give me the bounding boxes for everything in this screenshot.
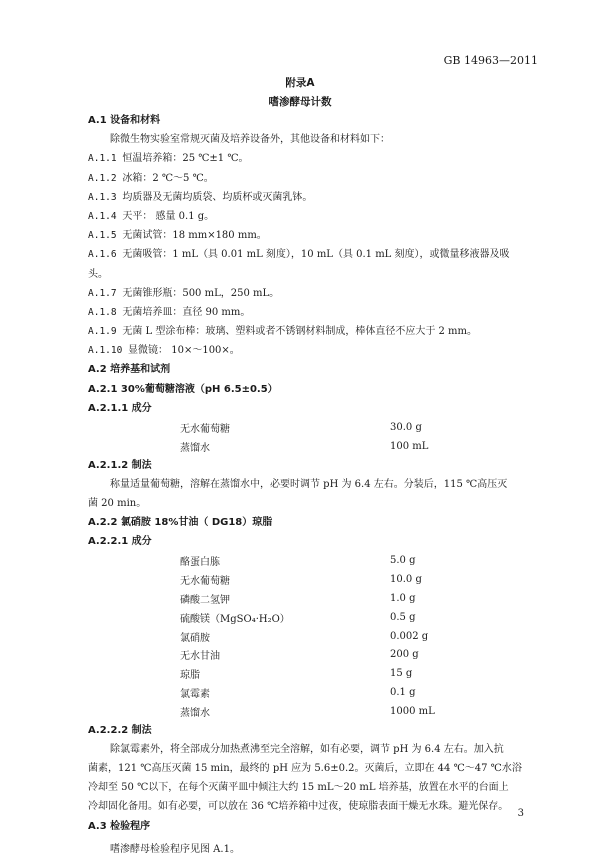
ingredient-amount: 5.0 g [390, 555, 416, 567]
method-text-line: 菌素，121 ℃高压灭菌 15 min，最终的 pH 应为 5.6±0.2。灭菌后，立即在 44 ℃～47 ℃水浴 [88, 763, 522, 775]
item-number: A.1.9 [88, 326, 123, 338]
item-text: 冰箱：2 ℃～5 ℃。 [122, 172, 214, 184]
item-text: 均质器及无菌均质袋、均质杯或灭菌乳钵。 [122, 191, 313, 203]
equipment-item [88, 149, 528, 168]
ingredient-amount: 1.0 g [390, 593, 416, 605]
item-number: A.1.2 [88, 172, 123, 184]
composition-heading-a221: A.2.2.1 成分 [88, 536, 152, 548]
ingredient-name: 无水甘油 [180, 651, 220, 663]
item-text: 无菌锥形瓶：500 mL，250 mL。 [122, 287, 280, 299]
ingredient-row [180, 608, 510, 627]
ingredient-row [180, 552, 510, 571]
item-text: 无菌培养皿：直径 90 mm。 [122, 306, 251, 318]
item-text: 无菌 L 型涂布棒：玻璃、塑料或者不锈钢材料制成，棒体直径不应大于 2 mm。 [122, 326, 478, 338]
section-heading-a3: A.3 检验程序 [88, 820, 151, 832]
ingredient-amount: 15 g [390, 668, 413, 680]
ingredient-row [180, 646, 510, 665]
method-text-line: 菌 20 min。 [88, 497, 147, 509]
ingredient-amount: 200 g [390, 649, 419, 661]
ingredient-table-dg18 [180, 552, 510, 721]
item-number: A.1.7 [88, 287, 123, 299]
ingredient-amount: 0.002 g [390, 630, 429, 642]
ingredient-row [180, 683, 510, 702]
ingredient-row [180, 437, 510, 456]
composition-heading-a211: A.2.1.1 成分 [88, 402, 152, 414]
item-number: A.1.3 [88, 191, 123, 203]
document-body [88, 111, 528, 859]
equipment-item [88, 188, 528, 207]
appendix-title: 嗜渗酵母计数 [268, 96, 332, 108]
item-text-continuation: 头。 [88, 268, 108, 280]
ingredient-name: 无水葡萄糖 [180, 423, 230, 435]
item-number: A.1.6 [88, 249, 123, 261]
section-intro: 除微生物实验室常规灭菌及培养设备外，其他设备和材料如下： [110, 134, 390, 146]
item-number: A.1.4 [88, 210, 123, 222]
ingredient-row [180, 664, 510, 683]
ingredient-name: 氯霉素 [180, 689, 210, 700]
method-text-line: 冷却至 50 ℃以下，在每个灭菌平皿中倾注大约 15 mL～20 mL 培养基，放置在水平的台面上 [88, 782, 509, 794]
item-text: 显微镜： 10×～100×。 [128, 345, 240, 357]
section-heading-a1: A.1 设备和材料 [88, 115, 161, 126]
ingredient-table-glucose [180, 418, 510, 456]
equipment-item [88, 303, 528, 322]
ingredient-name: 无水葡萄糖 [180, 576, 230, 588]
ingredient-name: 琼脂 [180, 670, 200, 682]
ingredient-row [180, 627, 510, 646]
subsection-heading-a22: A.2.2 氯硝胺 18%甘油（ DG18）琼脂 [88, 517, 273, 529]
ingredient-amount: 1000 mL [390, 705, 435, 717]
item-text: 无菌试管：18 mm×180 mm。 [122, 230, 267, 242]
ingredient-row [180, 589, 510, 608]
ingredient-row [180, 570, 510, 589]
method-paragraph-dg18 [88, 740, 528, 817]
ingredient-name: 酪蛋白胨 [180, 557, 220, 569]
method-text-line: 除氯霉素外，将全部成分加热煮沸至完全溶解，如有必要，调节 pH 为 6.4 左右。加入抗 [110, 743, 504, 755]
method-heading-a222: A.2.2.2 制法 [88, 724, 152, 736]
equipment-item [88, 245, 528, 264]
section-heading-a2: A.2 培养基和试剂 [88, 364, 171, 376]
ingredient-amount: 0.1 g [390, 687, 416, 698]
equipment-item [88, 322, 528, 341]
ingredient-amount: 30.0 g [390, 421, 422, 433]
ingredient-name: 磷酸二氢钾 [180, 595, 230, 607]
standard-code: GB 14963—2011 [443, 54, 538, 67]
item-number: A.1.8 [88, 306, 123, 318]
equipment-item [88, 207, 528, 226]
item-text: 恒温培养箱：25 ℃±1 ℃。 [122, 153, 249, 165]
subsection-heading-a21: A.2.1 30%葡萄糖溶液（pH 6.5±0.5） [88, 383, 278, 395]
ingredient-name: 蒸馏水 [180, 442, 210, 454]
method-text-line: 冷却固化备用。如有必要，可以放在 36 ℃培养箱中过夜，使琼脂表面干燥无水珠。避光保存。 [88, 801, 509, 813]
method-text-line: 称量适量葡萄糖，溶解在蒸馏水中，必要时调节 pH 为 6.4 左右。分装后，115 ℃高压灭 [110, 478, 508, 490]
item-text: 天平： 感量 0.1 g。 [122, 210, 215, 222]
appendix-label: 附录A [285, 77, 315, 89]
ingredient-row [180, 702, 510, 721]
page-number: 3 [517, 808, 524, 819]
item-number: A.1.1 [88, 153, 123, 165]
ingredient-row [180, 418, 510, 437]
section-a3-text: 嗜渗酵母检验程序见图 A.1。 [110, 843, 240, 855]
ingredient-name: 硫酸镁（MgSO₄·H₂O） [180, 613, 290, 625]
ingredient-amount: 10.0 g [390, 574, 422, 586]
method-heading-a212: A.2.1.2 制法 [88, 459, 152, 471]
ingredient-name: 氯硝胺 [180, 632, 210, 644]
item-text: 无菌吸管：1 mL（具 0.01 mL 刻度），10 mL（具 0.1 mL 刻度），或微量移液器及吸 [122, 249, 510, 261]
equipment-item [88, 169, 528, 188]
equipment-item [88, 226, 528, 245]
equipment-list [88, 149, 528, 360]
ingredient-name: 蒸馏水 [180, 707, 210, 719]
item-number: A.1.5 [88, 230, 123, 242]
equipment-item [88, 284, 528, 303]
equipment-item [88, 341, 528, 360]
ingredient-amount: 0.5 g [390, 611, 416, 623]
ingredient-amount: 100 mL [390, 440, 429, 452]
item-number: A.1.10 [88, 345, 129, 357]
